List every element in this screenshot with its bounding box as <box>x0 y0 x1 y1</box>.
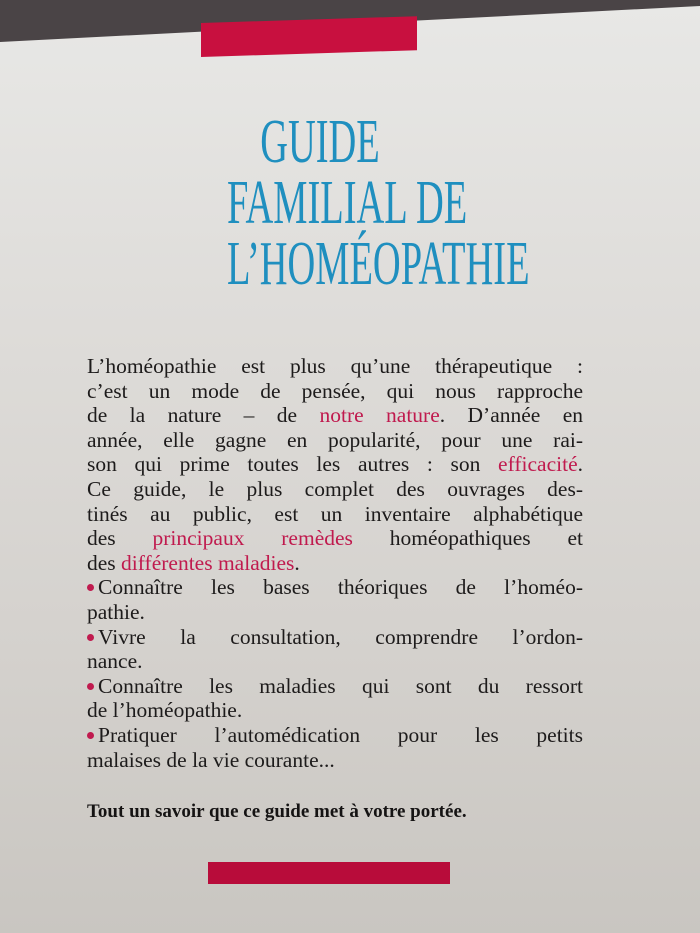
bullet-dot-icon <box>87 683 94 690</box>
bullet-item <box>87 625 583 650</box>
text: . <box>577 452 583 477</box>
bullet-item <box>87 575 583 600</box>
intro-line: année, elle gagne en popularité, pour une rai- <box>87 427 583 452</box>
bullet-continuation: pathie. <box>87 599 145 624</box>
bullet-continuation: de l’homéopathie. <box>87 698 243 723</box>
bullet-item <box>87 674 583 699</box>
text: Connaître les bases théoriques de l’homéo- <box>98 575 583 600</box>
text: Connaître les maladies qui sont du ressort <box>98 673 583 698</box>
title-line-2: FAMILIAL DE <box>227 169 468 237</box>
intro-line: tinés au public, est un inventaire alphabétique <box>87 501 583 526</box>
highlight-notre-nature: notre nature <box>319 403 440 428</box>
text: Pratiquer l’automédication pour les petits <box>98 722 583 747</box>
bullet-dot-icon <box>87 732 94 739</box>
text: son qui prime toutes les autres : son <box>87 452 499 477</box>
back-cover-text <box>87 354 583 772</box>
intro-line: L’homéopathie est plus qu’une thérapeutique : <box>87 354 583 378</box>
top-accent-bar <box>201 16 417 57</box>
bullet-continuation: malaises de la vie courante... <box>87 747 335 772</box>
bullet-dot-icon <box>87 634 94 641</box>
bottom-accent-bar <box>208 862 450 884</box>
text: . <box>294 550 300 575</box>
bullet-continuation: nance. <box>87 649 143 674</box>
text: de la nature – de <box>87 403 320 428</box>
text: homéopathiques et <box>352 526 583 551</box>
book-title <box>227 108 530 298</box>
tagline: Tout un savoir que ce guide met à votre portée. <box>87 801 467 822</box>
intro-line: c’est un mode de pensée, qui nous rapproche <box>87 378 583 403</box>
intro-line <box>87 452 583 477</box>
text: Vivre la consultation, comprendre l’ordon- <box>98 624 583 649</box>
highlight-maladies: différentes maladies <box>121 550 295 575</box>
intro-line <box>87 403 583 428</box>
bullet-dot-icon <box>87 584 94 591</box>
title-line-3: L’HOMÉOPATHIE <box>227 230 530 298</box>
text: des <box>87 550 122 575</box>
highlight-efficacite: efficacité <box>498 452 578 477</box>
intro-line <box>87 526 583 551</box>
intro-line: Ce guide, le plus complet des ouvrages des- <box>87 476 583 501</box>
title-line-1: GUIDE <box>260 108 380 176</box>
intro-line <box>87 551 583 576</box>
bullet-item <box>87 723 583 748</box>
highlight-remedes: principaux remèdes <box>152 526 353 551</box>
text: des <box>87 526 153 551</box>
text: . D’année en <box>439 403 583 428</box>
